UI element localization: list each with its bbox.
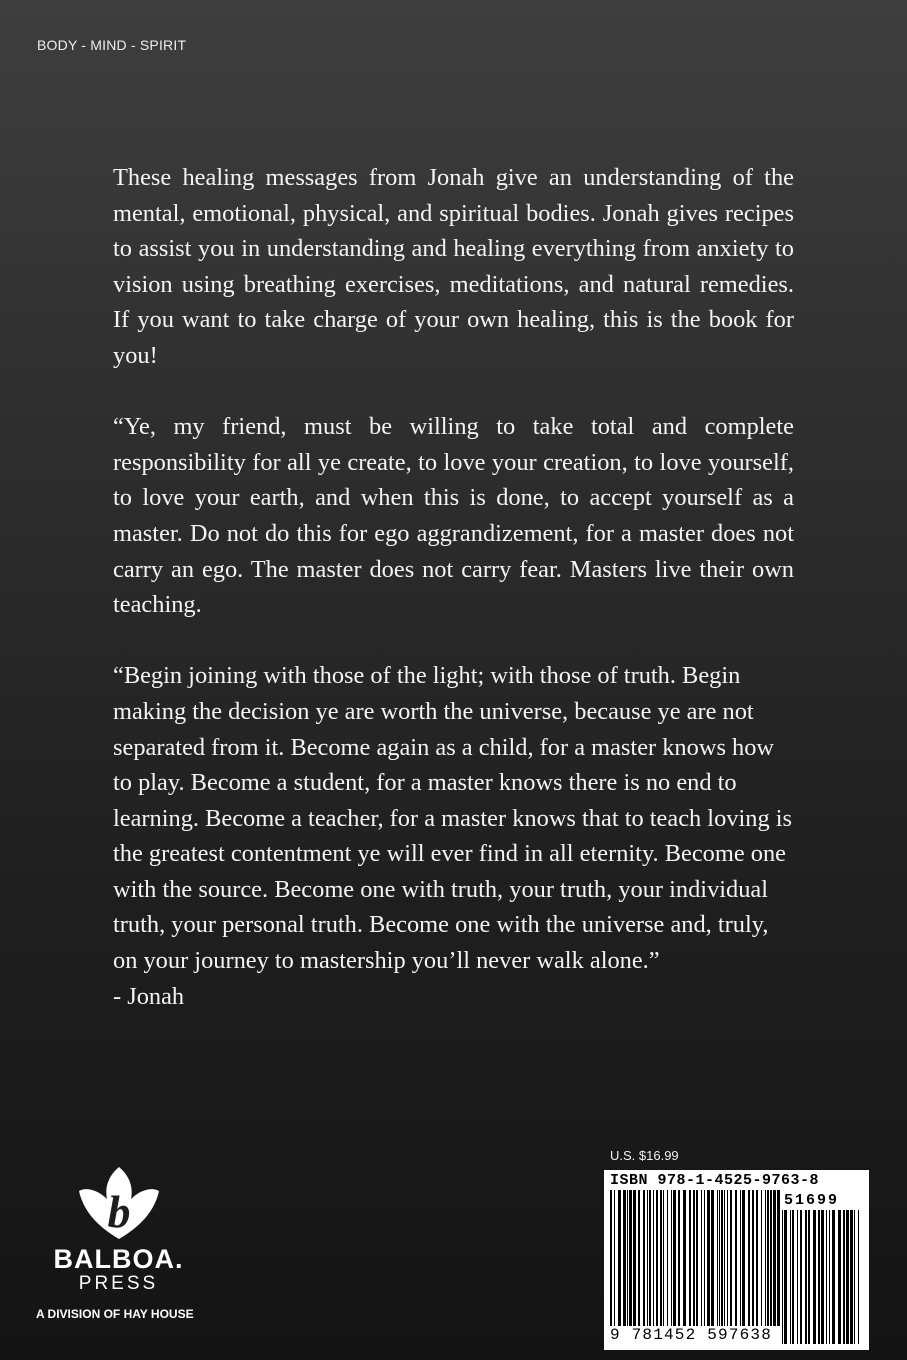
barcode-bar (792, 1210, 794, 1344)
logo-letter: b (107, 1186, 130, 1237)
ean-barcode-bars (610, 1190, 780, 1326)
barcode-bar (721, 1190, 723, 1326)
barcode-bar (843, 1210, 845, 1344)
barcode-bar (647, 1190, 648, 1326)
barcode-bar (730, 1190, 732, 1326)
barcode-bar (784, 1210, 787, 1344)
barcode-bar (653, 1190, 654, 1326)
barcode-bar (790, 1210, 791, 1344)
barcode-bar (724, 1190, 725, 1326)
barcode-bar (689, 1190, 691, 1326)
barcode-bar (808, 1210, 810, 1344)
barcode-bar (735, 1190, 737, 1326)
barcode-bar (850, 1210, 853, 1344)
barcode-bar (701, 1190, 702, 1326)
barcode-bar (693, 1190, 695, 1326)
barcode-bar (742, 1190, 745, 1326)
barcode-bar (761, 1190, 762, 1326)
publisher-tagline: A DIVISION OF HAY HOUSE (36, 1307, 194, 1321)
barcode-bar (777, 1190, 780, 1326)
barcode-bar (656, 1190, 658, 1326)
barcode-bar (846, 1210, 849, 1344)
barcode-bar (696, 1190, 698, 1326)
genre-label: BODY - MIND - SPIRIT (37, 37, 187, 53)
barcode-bar (770, 1190, 772, 1326)
barcode-bar (633, 1190, 636, 1326)
barcode-bar (829, 1210, 830, 1344)
barcode-bar (854, 1210, 855, 1344)
barcode-bar (800, 1210, 802, 1344)
publisher-logo (36, 1165, 201, 1321)
barcode-bar (649, 1190, 651, 1326)
barcode-bar (614, 1190, 615, 1326)
barcode-bar (752, 1190, 754, 1326)
barcode-bar (821, 1210, 824, 1344)
barcode-bar (610, 1190, 612, 1326)
quote-paragraph-1: “Ye, my friend, must be willing to take total and complete responsibility for all ye create, to love your creation, to love yourself, to love your earth, and when this is done, to accept yourself as a master. Do not do this for ego aggrandizement, for a master does not carry an ego. The master does not carry fear. Masters live their own teaching. (113, 413, 794, 619)
barcode-bar (813, 1210, 816, 1344)
barcode-bar (782, 1210, 783, 1344)
barcode-bar (818, 1210, 820, 1344)
ean-number: 9 781452 597638 (610, 1326, 773, 1344)
publisher-imprint: PRESS (78, 1273, 159, 1294)
isbn-number: ISBN 978-1-4525-9763-8 (610, 1172, 820, 1189)
barcode-bar (673, 1190, 676, 1326)
barcode-bar (707, 1190, 710, 1326)
isbn-barcode (604, 1170, 869, 1350)
price-label: U.S. $16.99 (610, 1148, 679, 1163)
barcode-bar (727, 1190, 728, 1326)
barcode-bar (773, 1190, 776, 1326)
back-cover-blurb (113, 160, 794, 1050)
barcode-bar (663, 1190, 664, 1326)
barcode-bar (627, 1190, 628, 1326)
barcode-bar (711, 1190, 714, 1326)
addon-barcode-bars (782, 1210, 862, 1344)
barcode-bar (638, 1190, 640, 1326)
barcode-bar (629, 1190, 632, 1326)
barcode-bar (623, 1190, 626, 1326)
barcode-bar (748, 1190, 750, 1326)
barcode-bar (767, 1190, 769, 1326)
barcode-bar (838, 1210, 841, 1344)
barcode-bar (826, 1210, 827, 1344)
barcode-bar (719, 1190, 720, 1326)
barcode-bar (671, 1190, 672, 1326)
publisher-name: BALBOA. (53, 1244, 184, 1274)
barcode-bar (756, 1190, 758, 1326)
barcode-bar (740, 1190, 741, 1326)
price-addon-number: 51699 (784, 1192, 840, 1209)
barcode-bar (832, 1210, 835, 1344)
barcode-bar (805, 1210, 807, 1344)
barcode-bar (704, 1190, 705, 1326)
intro-paragraph: These healing messages from Jonah give an understanding of the mental, emotional, physical, and spiritual bodies. Jonah gives recipes to assist you in understanding and healing everything from anxiety to vision using breathing exercises, meditations, and natural remedies. If you want to take charge of your own healing, this is the book for you! (113, 164, 794, 369)
quote-signature: - Jonah (113, 982, 185, 1010)
barcode-bar (683, 1190, 686, 1326)
barcode-bar (678, 1190, 680, 1326)
barcode-bar (643, 1190, 645, 1326)
barcode-bar (660, 1190, 662, 1326)
barcode-bar (667, 1190, 668, 1326)
barcode-bar (717, 1190, 718, 1326)
barcode-bar (858, 1210, 859, 1344)
barcode-bar (797, 1210, 798, 1344)
barcode-bar (765, 1190, 766, 1326)
quote-paragraph-2: “Begin joining with those of the light; with those of truth. Begin making the decision ye are worth the universe, because ye are not separated from it. Become again as a child, for a master knows how to play. Become a student, for a master knows there is no end to learning. Become a teacher, for a master knows that to teach loving is the greatest contentment ye will ever find in all eternity. Become one with the source. Become one with truth, your truth, your individual truth, your personal truth. Become one with the universe and, truly, on your journey to mastership you’ll never walk alone.” (113, 662, 793, 975)
lotus-icon (77, 1165, 161, 1243)
barcode-bar (618, 1190, 621, 1326)
